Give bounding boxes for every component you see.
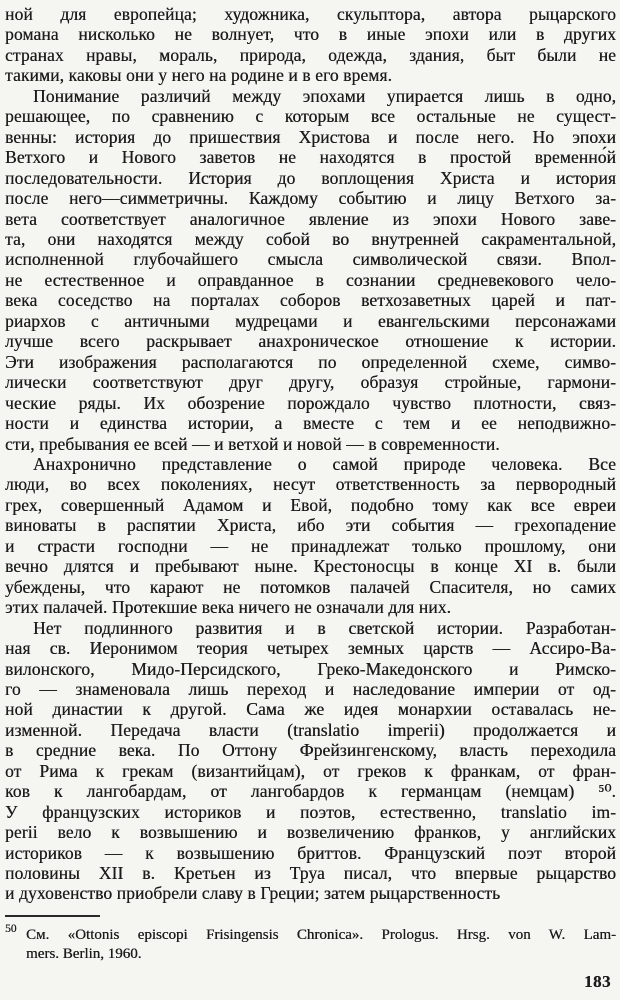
text-line: этих палачей. Протекшие века ничего не означали для них. <box>5 597 452 618</box>
text-line: историков — к возвышению бриттов. Французский поэт второй <box>5 842 616 863</box>
text-line: виноваты в распятии Христа, ибо эти события — грехопадение <box>5 515 616 536</box>
text-line: лически соответствуют друг другу, образуя стройные, гармони- <box>5 372 616 393</box>
text-line: го — знаменовала лишь переход и наследование империи от од- <box>5 678 616 699</box>
text-line: исполненной глубочайшего смысла символической связи. Впол- <box>5 249 616 270</box>
text-line: вечно длятся и пребывают ныне. Крестоносцы в конце XI в. были <box>5 556 616 577</box>
text-line: та, они находятся между собой во внутренней сакраментальной, <box>5 228 616 249</box>
text-line: Нет подлинного развития и в светской истории. Разработан- <box>33 617 616 638</box>
text-line: романа нисколько не волнует, что в иные эпохи или в других <box>5 24 616 45</box>
text-line: ческие ряды. Их обозрение порождало чувство плотности, связ- <box>5 392 616 413</box>
text-line: вета соответствует аналогичное явление из эпохи Нового заве- <box>5 208 616 229</box>
text-line: такими, каковы они у него на родине и в его время. <box>5 65 393 86</box>
text-line: ной династии к другой. Сама же идея монархии оставалась не- <box>5 699 616 720</box>
text-line: perii вело к возвышению и возвеличению франков, у английских <box>5 822 616 843</box>
footnote-text <box>26 926 616 965</box>
text-line: ной для европейца; художника, скульптора, автора рыцарского <box>5 4 616 24</box>
text-line: изменной. Передача власти (translatio imperii) продолжается и <box>5 719 616 740</box>
footnote-separator <box>5 915 100 917</box>
text-line: грех, совершенный Адамом и Евой, подобно тому как все евреи <box>5 494 616 515</box>
text-line: Понимание различий между эпохами упирается лишь в одно, <box>33 85 616 106</box>
text-line: сти, пребывания ее всей — и ветхой и новой — в современности. <box>5 433 500 454</box>
text-line: венны: история до пришествия Христова и после него. Но эпохи <box>5 126 616 147</box>
text-line: Эти изображения располагаются по определенной схеме, симво- <box>5 351 616 372</box>
text-line: половины XII в. Кретьен из Труа писал, что впервые рыцарство <box>5 863 616 884</box>
text-line: ков к лангобардам, от лангобардов к германцам (немцам) ⁵⁰. <box>5 781 616 802</box>
text-line: последовательности. История до воплощения Христа и история <box>5 167 616 188</box>
text-line: У французских историков и поэтов, естественно, translatio im- <box>5 801 616 822</box>
text-line: от Рима к грекам (византийцам), от греков к франкам, от фран- <box>5 760 616 781</box>
text-line: после него—симметричны. Каждому событию и лицу Ветхого за- <box>5 188 616 209</box>
text-line: в средние века. По Оттону Фрейзингенскому, власть переходила <box>5 740 616 761</box>
text-line: вилонского, Мидо-Персидского, Греко-Македонского и Римско- <box>5 658 616 679</box>
text-line: лучше всего раскрывает анахроническое отношение к истории. <box>5 331 616 352</box>
text-line: и духовенство приобрели славу в Греции; затем рыцарственность <box>5 883 501 904</box>
page-number: 183 <box>584 972 611 991</box>
text-line: убеждены, что карают не потомков палачей Спасителя, но самих <box>5 576 616 597</box>
body-text <box>5 4 616 904</box>
text-line: странах нравы, мораль, природа, одежда, здания, быт были не <box>5 44 616 65</box>
footnote <box>5 922 616 965</box>
text-line: и страсти господни — не принадлежат только прошлому, они <box>5 535 616 556</box>
text-line: не естественное и оправданное в сознании средневекового чело- <box>5 269 616 290</box>
footnote-line: См. «Ottonis episcopi Frisingensis Chronica». Prologus. Hrsg. von W. Lam- <box>26 926 616 943</box>
text-line: Ветхого и Нового заветов не находятся в простой временно́й <box>5 147 616 168</box>
text-line: люди, во всех поколениях, несут ответственность за первородный <box>5 474 616 495</box>
text-line: риархов с античными мудрецами и евангельскими персонажами <box>5 310 616 331</box>
text-line: ная св. Иеронимом теория четырех земных царств — Ассиро-Ва- <box>5 638 616 659</box>
text-line: ности и единства истории, а вместе с тем и ее неподвижно- <box>5 413 616 434</box>
text-line: решающее, по сравнению с которым все остальные не сущест- <box>5 106 616 127</box>
text-line: Анахронично представление о самой природе человека. Все <box>33 453 616 474</box>
footnote-line: mers. Berlin, 1960. <box>26 946 142 963</box>
text-line: века соседство на порталах соборов ветхозаветных царей и пат- <box>5 290 616 311</box>
footnote-marker: 50 <box>5 922 17 935</box>
